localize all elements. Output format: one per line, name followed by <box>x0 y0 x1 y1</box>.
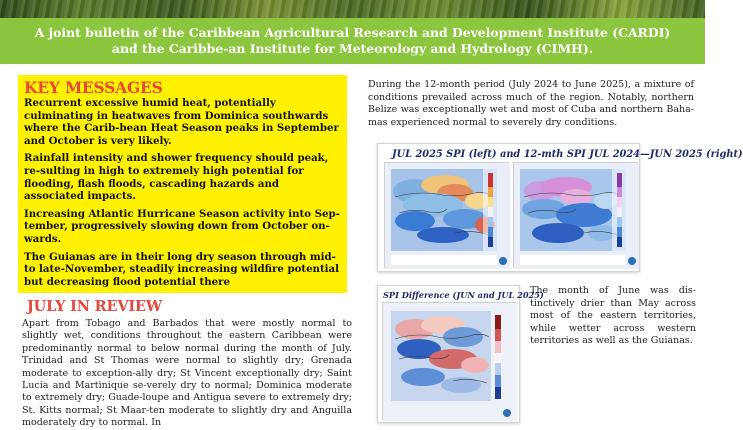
key-messages-title: KEY MESSAGES <box>24 78 163 97</box>
spi-july-map-graphic <box>385 163 510 269</box>
header-banner-photo <box>0 0 705 18</box>
spi-figure-title: JUL 2025 SPI (left) and 12-mth SPI JUL 2024—JUN 2025 (right) <box>392 149 743 160</box>
bulletin-header <box>0 18 705 64</box>
spi-12-month-map-graphic <box>514 163 639 269</box>
header-text: A joint bulletin of the Caribbean Agricultural Research and Development Institute (CARDI) and the Caribbe-an Institute for Meteorology and Hydrology (CIMH). <box>34 25 671 56</box>
spi-difference-map-graphic <box>383 303 517 421</box>
key-message-4: The Guianas are in their long dry season through mid- to late-November, steadily increasing wildfire potential but decreasing flood potential there <box>24 250 340 288</box>
june-vs-may-text: The month of June was dis-tinctively drier than May across most of the eastern territories, while wetter across western territories as well as the Guianas. <box>530 285 696 347</box>
spi-12-month-map <box>513 162 638 268</box>
spi-difference-title: SPI Difference (JUN and JUL 2025) <box>383 290 544 300</box>
twelve-month-summary: During the 12-month period (July 2024 to June 2025), a mixture of conditions prevailed across much of the region. Notably, northern Belize was exceptionally wet and most of Cuba and northern Baha-mas experienced normal to severely dry conditions. <box>368 79 694 128</box>
key-messages-box <box>18 75 347 293</box>
spi-july-map <box>384 162 509 268</box>
spi-difference-map <box>382 302 516 420</box>
key-message-3: Increasing Atlantic Hurricane Season activity into Sep-tember, progressively slowing down from October on-wards. <box>24 207 340 245</box>
july-review-body: Apart from Tobago and Barbados that were mostly normal to slightly wet, conditions throughout the eastern Caribbean were predominantly normal to below normal during the month of July. Trinidad and St Thomas were normal to slightly dry; Grenada moderate to exception-ally dry; St Vincent exceptionally dry; Saint Lucia and Martinique se-verely dry to normal; Dominica moderate to extremely dry; Guade-loupe and Antigua severe to extremely dry; St. Kitts normal; St Maar-ten moderate to slightly dry and Anguilla moderately dry to normal. In <box>22 318 352 429</box>
key-message-2: Rainfall intensity and shower frequency should peak, re-sulting in high to extremely high potential for flooding, flash floods, cascading hazards and associated impacts. <box>24 152 329 203</box>
spi-difference-figure <box>377 285 544 423</box>
key-message-1: Recurrent excessive humid heat, potentially culminating in heatwaves from Dominica southwards where the Carib-bean Heat Season peaks in September and October is very likely. <box>24 97 339 147</box>
july-review-title: JULY IN REVIEW <box>27 298 162 315</box>
spi-maps-figure <box>377 143 743 272</box>
